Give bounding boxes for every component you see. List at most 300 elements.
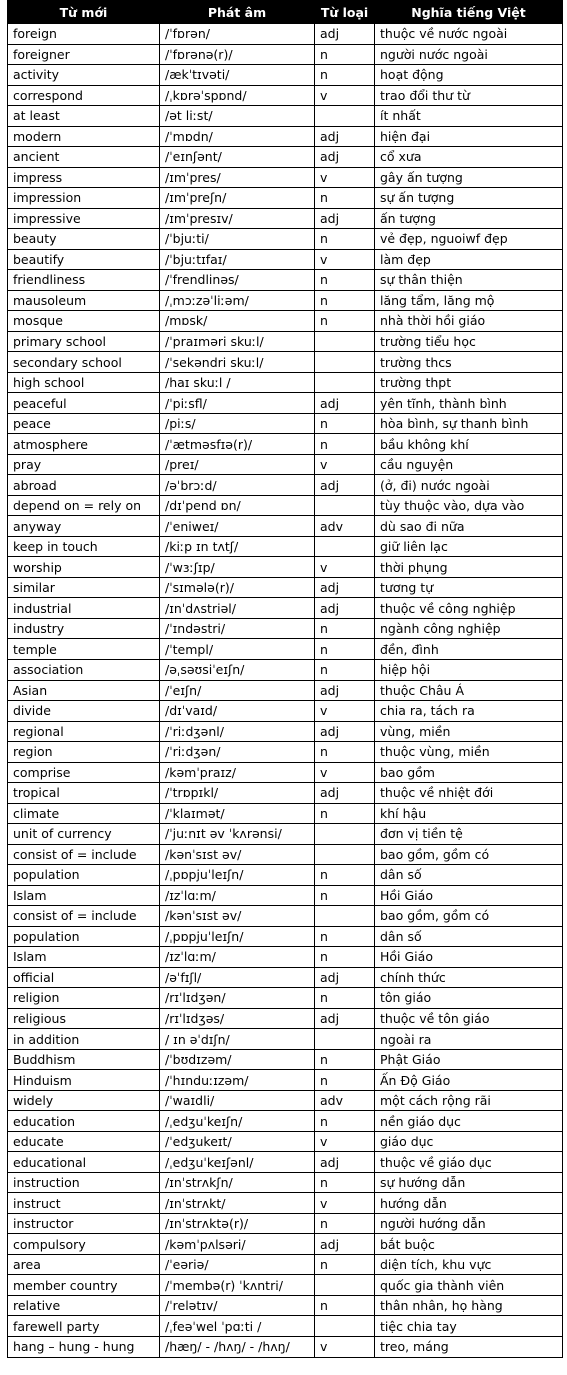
cell-part-of-speech: n — [315, 1254, 375, 1275]
cell-word: divide — [8, 701, 160, 722]
cell-pronunciation: /ˈsɪmələ(r)/ — [160, 577, 315, 598]
cell-pronunciation: /ˈfɒrənə(r)/ — [160, 44, 315, 65]
cell-word: pray — [8, 454, 160, 475]
cell-meaning: Ấn Độ Giáo — [375, 1070, 563, 1091]
cell-meaning: gây ấn tượng — [375, 167, 563, 188]
cell-meaning: làm đẹp — [375, 249, 563, 270]
cell-word: peaceful — [8, 393, 160, 414]
table-row — [8, 680, 563, 701]
cell-word: keep in touch — [8, 536, 160, 557]
header-pronunciation: Phát âm — [160, 1, 315, 24]
cell-meaning: thuộc Châu Á — [375, 680, 563, 701]
cell-pronunciation: /ˈklaɪmət/ — [160, 803, 315, 824]
table-row — [8, 1254, 563, 1275]
cell-part-of-speech — [315, 1029, 375, 1050]
table-row — [8, 454, 563, 475]
vocabulary-table-container — [7, 0, 563, 1358]
table-row — [8, 1316, 563, 1337]
table-row — [8, 1152, 563, 1173]
cell-part-of-speech: v — [315, 454, 375, 475]
cell-meaning: (ở, đi) nước ngoài — [375, 475, 563, 496]
cell-pronunciation: /ˈbjuːtɪfaɪ/ — [160, 249, 315, 270]
cell-part-of-speech: v — [315, 85, 375, 106]
cell-word: compulsory — [8, 1234, 160, 1255]
cell-part-of-speech — [315, 106, 375, 127]
cell-pronunciation: /ˈedʒukeɪt/ — [160, 1131, 315, 1152]
cell-word: industrial — [8, 598, 160, 619]
cell-word: anyway — [8, 516, 160, 537]
cell-pronunciation: /ˈjuːnɪt əv ˈkʌrənsi/ — [160, 824, 315, 845]
cell-word: activity — [8, 65, 160, 86]
cell-pronunciation: /ˈeɪʃn/ — [160, 680, 315, 701]
cell-part-of-speech: adj — [315, 680, 375, 701]
cell-pronunciation: /ɪmˈpreʃn/ — [160, 188, 315, 209]
cell-pronunciation: /ˌkɒrəˈspɒnd/ — [160, 85, 315, 106]
cell-word: comprise — [8, 762, 160, 783]
cell-pronunciation: /ˈwaɪdli/ — [160, 1090, 315, 1111]
cell-part-of-speech: n — [315, 659, 375, 680]
cell-pronunciation: / ɪn əˈdɪʃn/ — [160, 1029, 315, 1050]
cell-pronunciation: /ɪmˈpres/ — [160, 167, 315, 188]
cell-pronunciation: /ˈbjuːti/ — [160, 229, 315, 250]
cell-word: instruction — [8, 1172, 160, 1193]
cell-part-of-speech: n — [315, 229, 375, 250]
cell-part-of-speech: n — [315, 803, 375, 824]
cell-pronunciation: /ˈætməsfɪə(r)/ — [160, 434, 315, 455]
table-row — [8, 495, 563, 516]
cell-meaning: bao gồm, gồm có — [375, 906, 563, 927]
cell-word: climate — [8, 803, 160, 824]
cell-word: similar — [8, 577, 160, 598]
table-row — [8, 577, 563, 598]
cell-word: instruct — [8, 1193, 160, 1214]
cell-pronunciation: /dɪˈpend ɒn/ — [160, 495, 315, 516]
cell-part-of-speech — [315, 352, 375, 373]
cell-part-of-speech: n — [315, 742, 375, 763]
cell-meaning: quốc gia thành viên — [375, 1275, 563, 1296]
cell-pronunciation: /ˈpiːsfl/ — [160, 393, 315, 414]
cell-meaning: thuộc về nhiệt đới — [375, 783, 563, 804]
cell-part-of-speech — [315, 824, 375, 845]
cell-word: depend on = rely on — [8, 495, 160, 516]
cell-meaning: ngành công nghiệp — [375, 618, 563, 639]
cell-meaning: dân số — [375, 865, 563, 886]
cell-meaning: trường thpt — [375, 372, 563, 393]
cell-word: correspond — [8, 85, 160, 106]
table-row — [8, 865, 563, 886]
cell-word: abroad — [8, 475, 160, 496]
table-row — [8, 1193, 563, 1214]
cell-part-of-speech: n — [315, 618, 375, 639]
cell-meaning: thuộc vùng, miền — [375, 742, 563, 763]
cell-pronunciation: /əˈfɪʃl/ — [160, 967, 315, 988]
table-row — [8, 947, 563, 968]
header-word: Từ mới — [8, 1, 160, 24]
cell-pronunciation: /ˈfrendlinəs/ — [160, 270, 315, 291]
cell-meaning: lăng tẩm, lăng mộ — [375, 290, 563, 311]
cell-meaning: trường tiểu học — [375, 331, 563, 352]
cell-part-of-speech: adj — [315, 598, 375, 619]
cell-pronunciation: /ˈtempl/ — [160, 639, 315, 660]
cell-pronunciation: /ˈmembə(r) ˈkʌntri/ — [160, 1275, 315, 1296]
cell-word: hang – hung - hung — [8, 1337, 160, 1358]
table-row — [8, 618, 563, 639]
cell-part-of-speech: v — [315, 1193, 375, 1214]
cell-pronunciation: /kənˈsɪst əv/ — [160, 906, 315, 927]
cell-part-of-speech: n — [315, 1070, 375, 1091]
table-row — [8, 906, 563, 927]
cell-word: population — [8, 926, 160, 947]
cell-part-of-speech — [315, 331, 375, 352]
cell-part-of-speech: v — [315, 762, 375, 783]
table-row — [8, 1090, 563, 1111]
table-row — [8, 1172, 563, 1193]
table-row — [8, 44, 563, 65]
cell-pronunciation: /ɪzˈlɑːm/ — [160, 947, 315, 968]
cell-meaning: đền, đình — [375, 639, 563, 660]
cell-pronunciation: /ˈriːdʒən/ — [160, 742, 315, 763]
cell-part-of-speech: n — [315, 639, 375, 660]
table-row — [8, 85, 563, 106]
table-row — [8, 188, 563, 209]
cell-word: primary school — [8, 331, 160, 352]
cell-meaning: dù sao đi nữa — [375, 516, 563, 537]
cell-part-of-speech: adj — [315, 126, 375, 147]
table-row — [8, 1337, 563, 1358]
cell-part-of-speech: n — [315, 885, 375, 906]
cell-meaning: vẻ đẹp, nguoiwf đẹp — [375, 229, 563, 250]
cell-pronunciation: /ˌedʒuˈkeɪʃənl/ — [160, 1152, 315, 1173]
cell-word: educational — [8, 1152, 160, 1173]
cell-meaning: sự ấn tượng — [375, 188, 563, 209]
cell-part-of-speech — [315, 1316, 375, 1337]
cell-pronunciation: /əˈbrɔːd/ — [160, 475, 315, 496]
cell-word: area — [8, 1254, 160, 1275]
cell-word: worship — [8, 557, 160, 578]
cell-pronunciation: /hæŋ/ - /hʌŋ/ - /hʌŋ/ — [160, 1337, 315, 1358]
cell-word: ancient — [8, 147, 160, 168]
cell-word: foreign — [8, 24, 160, 45]
cell-meaning: diện tích, khu vực — [375, 1254, 563, 1275]
table-row — [8, 988, 563, 1009]
table-row — [8, 311, 563, 332]
table-row — [8, 24, 563, 45]
cell-part-of-speech: n — [315, 270, 375, 291]
table-row — [8, 1234, 563, 1255]
cell-part-of-speech: n — [315, 290, 375, 311]
cell-part-of-speech: v — [315, 249, 375, 270]
cell-pronunciation: /ˈɪndəstri/ — [160, 618, 315, 639]
cell-meaning: tôn giáo — [375, 988, 563, 1009]
table-row — [8, 1111, 563, 1132]
cell-part-of-speech — [315, 372, 375, 393]
cell-part-of-speech: adj — [315, 208, 375, 229]
cell-pronunciation: /ˈeəriə/ — [160, 1254, 315, 1275]
cell-meaning: sự thân thiện — [375, 270, 563, 291]
table-row — [8, 1070, 563, 1091]
table-row — [8, 824, 563, 845]
cell-part-of-speech: v — [315, 557, 375, 578]
cell-word: official — [8, 967, 160, 988]
cell-word: regional — [8, 721, 160, 742]
cell-pronunciation: /ˌfeəˈwel ˈpɑːti / — [160, 1316, 315, 1337]
cell-part-of-speech: adj — [315, 24, 375, 45]
cell-pronunciation: /ˈriːdʒənl/ — [160, 721, 315, 742]
table-row — [8, 352, 563, 373]
table-row — [8, 598, 563, 619]
cell-pronunciation: /ət liːst/ — [160, 106, 315, 127]
cell-pronunciation: /haɪ skuːl / — [160, 372, 315, 393]
cell-meaning: chia ra, tách ra — [375, 701, 563, 722]
table-row — [8, 1295, 563, 1316]
table-row — [8, 885, 563, 906]
cell-pronunciation: /ɪnˈstrʌkʃn/ — [160, 1172, 315, 1193]
cell-word: at least — [8, 106, 160, 127]
cell-part-of-speech — [315, 844, 375, 865]
cell-meaning: thân nhân, họ hàng — [375, 1295, 563, 1316]
cell-meaning: giáo dục — [375, 1131, 563, 1152]
cell-word: educate — [8, 1131, 160, 1152]
cell-pronunciation: /ˈhɪnduːɪzəm/ — [160, 1070, 315, 1091]
cell-part-of-speech: n — [315, 188, 375, 209]
table-row — [8, 290, 563, 311]
table-row — [8, 65, 563, 86]
cell-word: tropical — [8, 783, 160, 804]
cell-pronunciation: /ˌmɔːzəˈliːəm/ — [160, 290, 315, 311]
cell-word: religious — [8, 1008, 160, 1029]
cell-word: region — [8, 742, 160, 763]
cell-part-of-speech: v — [315, 167, 375, 188]
cell-word: widely — [8, 1090, 160, 1111]
cell-meaning: treo, máng — [375, 1337, 563, 1358]
cell-pronunciation: /ˈeniweɪ/ — [160, 516, 315, 537]
cell-meaning: ấn tượng — [375, 208, 563, 229]
cell-word: atmosphere — [8, 434, 160, 455]
cell-meaning: ngoài ra — [375, 1029, 563, 1050]
table-row — [8, 1049, 563, 1070]
table-row — [8, 147, 563, 168]
cell-part-of-speech: adv — [315, 1090, 375, 1111]
cell-part-of-speech: n — [315, 1213, 375, 1234]
table-row — [8, 167, 563, 188]
cell-word: consist of = include — [8, 844, 160, 865]
cell-meaning: cổ xưa — [375, 147, 563, 168]
cell-word: Islam — [8, 885, 160, 906]
table-row — [8, 413, 563, 434]
cell-word: population — [8, 865, 160, 886]
cell-meaning: tương tự — [375, 577, 563, 598]
cell-meaning: trường thcs — [375, 352, 563, 373]
cell-pronunciation: /ˈwɜːʃɪp/ — [160, 557, 315, 578]
cell-part-of-speech: v — [315, 1131, 375, 1152]
table-row — [8, 803, 563, 824]
cell-meaning: Hồi Giáo — [375, 947, 563, 968]
cell-word: beautify — [8, 249, 160, 270]
table-row — [8, 536, 563, 557]
cell-word: Hinduism — [8, 1070, 160, 1091]
table-row — [8, 229, 563, 250]
cell-word: peace — [8, 413, 160, 434]
cell-word: industry — [8, 618, 160, 639]
cell-word: in addition — [8, 1029, 160, 1050]
cell-pronunciation: /kənˈsɪst əv/ — [160, 844, 315, 865]
cell-word: mosque — [8, 311, 160, 332]
cell-part-of-speech: n — [315, 1111, 375, 1132]
cell-pronunciation: /ˈsekəndri skuːl/ — [160, 352, 315, 373]
cell-word: unit of currency — [8, 824, 160, 845]
cell-word: instructor — [8, 1213, 160, 1234]
table-row — [8, 434, 563, 455]
cell-pronunciation: /ɪnˈstrʌkt/ — [160, 1193, 315, 1214]
table-row — [8, 926, 563, 947]
cell-meaning: tiệc chia tay — [375, 1316, 563, 1337]
cell-meaning: khí hậu — [375, 803, 563, 824]
cell-pronunciation: /rɪˈlɪdʒəs/ — [160, 1008, 315, 1029]
cell-part-of-speech: n — [315, 311, 375, 332]
table-row — [8, 126, 563, 147]
table-row — [8, 557, 563, 578]
cell-meaning: dân số — [375, 926, 563, 947]
cell-part-of-speech: v — [315, 1337, 375, 1358]
cell-meaning: người hướng dẫn — [375, 1213, 563, 1234]
table-row — [8, 742, 563, 763]
cell-word: friendliness — [8, 270, 160, 291]
cell-meaning: sự hướng dẫn — [375, 1172, 563, 1193]
table-row — [8, 106, 563, 127]
table-row — [8, 208, 563, 229]
cell-part-of-speech: adj — [315, 1152, 375, 1173]
table-row — [8, 1008, 563, 1029]
cell-meaning: bầu không khí — [375, 434, 563, 455]
cell-part-of-speech: n — [315, 434, 375, 455]
cell-word: consist of = include — [8, 906, 160, 927]
cell-word: beauty — [8, 229, 160, 250]
table-row — [8, 967, 563, 988]
cell-pronunciation: /ˌedʒuˈkeɪʃn/ — [160, 1111, 315, 1132]
table-row — [8, 1131, 563, 1152]
table-row — [8, 516, 563, 537]
table-row — [8, 1029, 563, 1050]
table-row — [8, 783, 563, 804]
cell-part-of-speech — [315, 906, 375, 927]
cell-meaning: yên tĩnh, thành bình — [375, 393, 563, 414]
cell-word: association — [8, 659, 160, 680]
table-row — [8, 393, 563, 414]
cell-part-of-speech: n — [315, 988, 375, 1009]
cell-part-of-speech: adj — [315, 967, 375, 988]
cell-meaning: bao gồm — [375, 762, 563, 783]
cell-part-of-speech: adj — [315, 577, 375, 598]
cell-meaning: Phật Giáo — [375, 1049, 563, 1070]
cell-pronunciation: /ɪzˈlɑːm/ — [160, 885, 315, 906]
cell-word: Asian — [8, 680, 160, 701]
cell-meaning: bao gồm, gồm có — [375, 844, 563, 865]
cell-meaning: trao đổi thư từ — [375, 85, 563, 106]
cell-word: temple — [8, 639, 160, 660]
cell-word: Buddhism — [8, 1049, 160, 1070]
table-row — [8, 639, 563, 660]
cell-word: foreigner — [8, 44, 160, 65]
cell-meaning: hiện đại — [375, 126, 563, 147]
cell-part-of-speech: v — [315, 701, 375, 722]
cell-meaning: hướng dẫn — [375, 1193, 563, 1214]
cell-pronunciation: /kəmˈpʌlsəri/ — [160, 1234, 315, 1255]
cell-part-of-speech: n — [315, 413, 375, 434]
cell-meaning: Hồi Giáo — [375, 885, 563, 906]
cell-word: impression — [8, 188, 160, 209]
cell-part-of-speech: adj — [315, 1234, 375, 1255]
cell-pronunciation: /ˌpɒpjuˈleɪʃn/ — [160, 926, 315, 947]
header-meaning: Nghĩa tiếng Việt — [375, 1, 563, 24]
cell-word: high school — [8, 372, 160, 393]
cell-meaning: giữ liên lạc — [375, 536, 563, 557]
cell-meaning: cầu nguyện — [375, 454, 563, 475]
cell-pronunciation: /ˈbʊdɪzəm/ — [160, 1049, 315, 1070]
table-row — [8, 659, 563, 680]
cell-pronunciation: /preɪ/ — [160, 454, 315, 475]
cell-pronunciation: /ˈrelətɪv/ — [160, 1295, 315, 1316]
cell-word: education — [8, 1111, 160, 1132]
header-part-of-speech: Từ loại — [315, 1, 375, 24]
cell-pronunciation: /dɪˈvaɪd/ — [160, 701, 315, 722]
cell-part-of-speech: adv — [315, 516, 375, 537]
cell-meaning: hoạt động — [375, 65, 563, 86]
cell-pronunciation: /ækˈtɪvəti/ — [160, 65, 315, 86]
table-header-row — [8, 1, 563, 24]
cell-part-of-speech: n — [315, 65, 375, 86]
cell-pronunciation: /əˌsəʊsiˈeɪʃn/ — [160, 659, 315, 680]
cell-word: relative — [8, 1295, 160, 1316]
cell-meaning: thời phụng — [375, 557, 563, 578]
cell-meaning: ít nhất — [375, 106, 563, 127]
cell-pronunciation: /ˈfɒrən/ — [160, 24, 315, 45]
cell-meaning: chính thức — [375, 967, 563, 988]
cell-word: impress — [8, 167, 160, 188]
cell-meaning: nhà thời hồi giáo — [375, 311, 563, 332]
cell-part-of-speech: n — [315, 1295, 375, 1316]
cell-pronunciation: /ˌpɒpjuˈleɪʃn/ — [160, 865, 315, 886]
cell-part-of-speech: adj — [315, 147, 375, 168]
cell-part-of-speech: n — [315, 1172, 375, 1193]
cell-part-of-speech: n — [315, 1049, 375, 1070]
cell-meaning: đơn vị tiền tệ — [375, 824, 563, 845]
cell-pronunciation: /mɒsk/ — [160, 311, 315, 332]
table-body — [8, 24, 563, 1358]
cell-word: modern — [8, 126, 160, 147]
vocabulary-table — [7, 0, 563, 1358]
cell-word: Islam — [8, 947, 160, 968]
cell-part-of-speech: n — [315, 947, 375, 968]
cell-meaning: thuộc về nước ngoài — [375, 24, 563, 45]
table-row — [8, 701, 563, 722]
cell-part-of-speech: adj — [315, 1008, 375, 1029]
table-row — [8, 331, 563, 352]
cell-part-of-speech: adj — [315, 393, 375, 414]
cell-meaning: thuộc về công nghiệp — [375, 598, 563, 619]
cell-pronunciation: /rɪˈlɪdʒən/ — [160, 988, 315, 1009]
cell-meaning: thuộc về tôn giáo — [375, 1008, 563, 1029]
cell-meaning: hòa bình, sự thanh bình — [375, 413, 563, 434]
cell-part-of-speech — [315, 495, 375, 516]
cell-word: mausoleum — [8, 290, 160, 311]
cell-meaning: vùng, miền — [375, 721, 563, 742]
cell-pronunciation: /ˈmɒdn/ — [160, 126, 315, 147]
table-row — [8, 270, 563, 291]
table-row — [8, 1275, 563, 1296]
table-row — [8, 844, 563, 865]
cell-meaning: người nước ngoài — [375, 44, 563, 65]
cell-meaning: tùy thuộc vào, dựa vào — [375, 495, 563, 516]
